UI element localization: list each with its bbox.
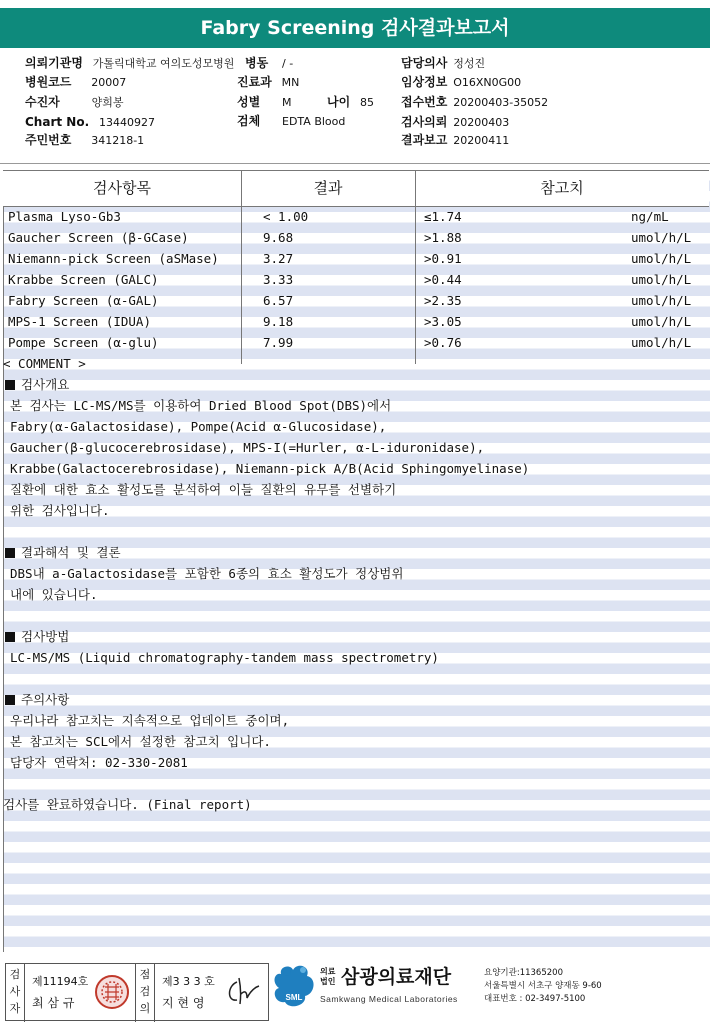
org-name: 삼광의료재단	[341, 967, 452, 988]
age-field	[327, 94, 374, 111]
institution-label: 의뢰기관명	[25, 56, 83, 70]
age-value: 85	[360, 96, 375, 109]
comment-line: 위한 검사입니다.	[10, 503, 110, 518]
test-result: < 1.00	[263, 209, 309, 224]
test-reference: >2.35	[424, 293, 462, 308]
test-reference: >3.05	[424, 314, 462, 329]
section-heading	[5, 626, 69, 647]
dept-field	[237, 74, 299, 91]
test-name: MPS-1 Screen (IDUA)	[8, 314, 151, 329]
resident-field	[25, 132, 144, 149]
header-divider	[0, 163, 710, 164]
test-result: 7.99	[263, 335, 294, 350]
final-report-note: 검사를 완료하였습니다. (Final report)	[3, 797, 252, 812]
reviewer-license-no: 제3 3 3 호	[162, 975, 215, 988]
ward-field	[245, 55, 293, 72]
table-row	[8, 206, 708, 227]
tester-license-no: 제11194호	[32, 975, 89, 988]
test-reference: >0.76	[424, 335, 462, 350]
section-title: 검사개요	[21, 377, 70, 392]
test-result: 3.33	[263, 272, 294, 287]
comment-line: Fabry(α-Galactosidase), Pompe(Acid α-Glucosidase),	[10, 419, 387, 434]
specimen-label: 검체	[237, 114, 261, 128]
test-name: Fabry Screen (α-GAL)	[8, 293, 159, 308]
comment-line: 담당자 연락처: 02-330-2081	[10, 755, 188, 770]
hospital-code-value: 20007	[91, 76, 127, 89]
request-field	[401, 114, 509, 131]
receipt-field	[401, 94, 548, 111]
resident-label: 주민번호	[25, 133, 72, 147]
table-row	[8, 227, 708, 248]
signature-box	[5, 963, 269, 1021]
comment-heading: < COMMENT >	[3, 356, 86, 371]
doctor-label: 담당의사	[401, 56, 448, 70]
doctor-value: 정성진	[453, 57, 486, 70]
table-row	[8, 332, 708, 353]
results-table-header	[3, 170, 709, 207]
test-unit: umol/h/L	[631, 272, 692, 287]
section-heading	[5, 374, 69, 395]
comment-line: 내에 있습니다.	[10, 587, 98, 602]
comment-line: 본 검사는 LC-MS/MS를 이용하여 Dried Blood Spot(DBS)에서	[10, 398, 392, 413]
org-prefix	[320, 967, 335, 987]
test-unit: umol/h/L	[631, 251, 692, 266]
sml-logo-icon	[271, 962, 317, 1012]
clinical-value: O16XN0G00	[453, 76, 522, 89]
dept-label: 진료과	[237, 75, 272, 89]
comment-line: 본 참고치는 SCL에서 설정한 참고치 입니다.	[10, 734, 271, 749]
patient-label: 수진자	[25, 95, 60, 109]
reviewer-label: 점검의	[135, 964, 155, 1022]
reviewer-signature-icon	[223, 976, 263, 1008]
comment-line: DBS내 a-Galactosidase를 포함한 6종의 효소 활성도가 정상범위	[10, 566, 404, 581]
tester-label: 검사자	[6, 964, 25, 1022]
hospital-code-label: 병원코드	[25, 75, 72, 89]
logo-text: SML	[285, 993, 303, 1002]
test-reference: ≤1.74	[424, 209, 462, 224]
test-reference: >1.88	[424, 230, 462, 245]
receipt-label: 접수번호	[401, 95, 448, 109]
specimen-field	[237, 113, 345, 130]
test-unit: umol/h/L	[631, 335, 692, 350]
org-contact	[484, 967, 602, 1006]
bullet-square	[5, 632, 15, 642]
reviewer-name: 지 현 영	[162, 996, 205, 1010]
test-unit: umol/h/L	[631, 230, 692, 245]
test-reference: >0.44	[424, 272, 462, 287]
report-title: Fabry Screening 검사결과보고서	[0, 8, 710, 48]
test-unit: umol/h/L	[631, 314, 692, 329]
ward-value: / -	[282, 57, 294, 70]
specimen-value: EDTA Blood	[282, 115, 346, 128]
hospital-code-field	[25, 74, 126, 91]
age-label: 나이	[327, 95, 351, 109]
patient-value: 양희봉	[91, 96, 124, 109]
institution-value: 가톨릭대학교 여의도성모병원	[92, 57, 235, 70]
institution-field	[25, 55, 234, 72]
col-header-test: 검사항목	[93, 179, 151, 197]
comment-line: 질환에 대한 효소 활성도를 분석하여 이들 질환의 유무를 선별하기	[10, 482, 397, 497]
table-row	[8, 248, 708, 269]
sex-label: 성별	[237, 95, 261, 109]
comment-line: 우리나라 참고치는 지속적으로 업데이트 중이며,	[10, 713, 290, 728]
table-row	[8, 269, 708, 290]
chart-no-value: 13440927	[98, 116, 155, 129]
org-code: 요양기관:11365200	[484, 968, 563, 978]
chart-no-field	[25, 114, 155, 131]
org-prefix-line: 의료	[320, 967, 336, 976]
report-date-field	[401, 132, 509, 149]
tester-name: 최 삼 규	[32, 996, 75, 1010]
test-name: Gaucher Screen (β-GCase)	[8, 230, 189, 245]
bullet-square	[5, 380, 15, 390]
patient-field	[25, 94, 124, 111]
col-header-reference: 참고치	[540, 179, 584, 197]
test-unit: ng/mL	[631, 209, 669, 224]
test-result: 6.57	[263, 293, 294, 308]
resident-value: 341218-1	[91, 134, 145, 147]
section-title: 결과해석 및 결론	[21, 545, 121, 560]
chart-no-label: Chart No.	[25, 115, 90, 129]
org-english-name: Samkwang Medical Laboratories	[320, 994, 458, 1004]
receipt-value: 20200403-35052	[453, 96, 549, 109]
dept-value: MN	[281, 76, 300, 89]
bullet-square	[5, 695, 15, 705]
report-date-label: 결과보고	[401, 133, 448, 147]
ward-label: 병동	[245, 56, 269, 70]
bullet-square	[5, 548, 15, 558]
org-address: 서울특별시 서초구 양재동 9-60	[484, 981, 602, 991]
report-date-value: 20200411	[453, 134, 510, 147]
table-row	[8, 290, 708, 311]
comment-line: LC-MS/MS (Liquid chromatography-tandem mass spectrometry)	[10, 650, 439, 665]
test-result: 9.68	[263, 230, 294, 245]
org-phone: 대표번호 : 02-3497-5100	[484, 994, 586, 1004]
section-heading	[5, 542, 121, 563]
org-prefix-line: 법인	[320, 977, 336, 986]
doctor-field	[401, 55, 485, 72]
request-value: 20200403	[453, 116, 510, 129]
comment-line: Krabbe(Galactocerebrosidase), Niemann-pick A/B(Acid Sphingomyelinase)	[10, 461, 530, 476]
section-title: 주의사항	[21, 692, 70, 707]
comment-line: Gaucher(β-glucocerebrosidase), MPS-I(=Hurler, α-L-iduronidase),	[10, 440, 485, 455]
sex-field	[237, 94, 292, 111]
test-result: 3.27	[263, 251, 294, 266]
request-label: 검사의뢰	[401, 115, 448, 129]
sex-value: M	[282, 96, 292, 109]
test-name: Krabbe Screen (GALC)	[8, 272, 159, 287]
clinical-label: 임상정보	[401, 75, 448, 89]
test-result: 9.18	[263, 314, 294, 329]
tester-seal-icon	[94, 974, 130, 1010]
test-name: Pompe Screen (α-glu)	[8, 335, 159, 350]
test-name: Plasma Lyso-Gb3	[8, 209, 121, 224]
test-name: Niemann-pick Screen (aSMase)	[8, 251, 219, 266]
table-row	[8, 311, 708, 332]
clinical-field	[401, 74, 521, 91]
test-unit: umol/h/L	[631, 293, 692, 308]
col-header-result: 결과	[313, 179, 343, 197]
test-reference: >0.91	[424, 251, 462, 266]
section-heading	[5, 689, 69, 710]
section-title: 검사방법	[21, 629, 70, 644]
